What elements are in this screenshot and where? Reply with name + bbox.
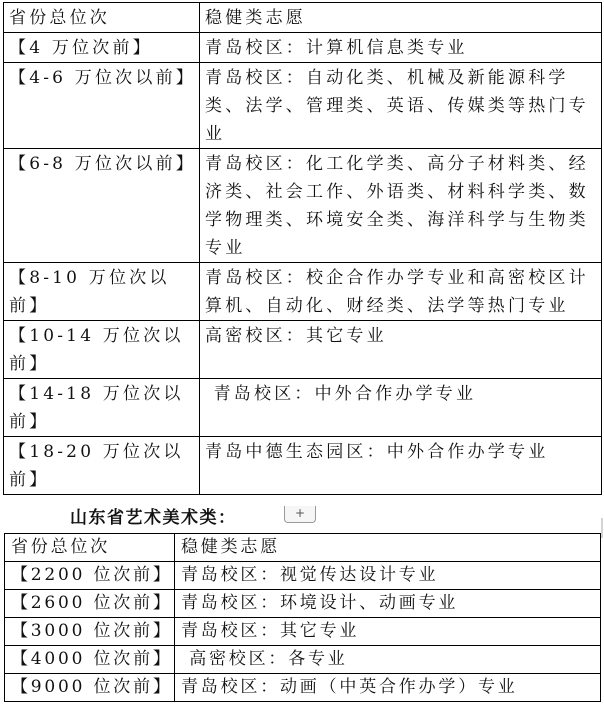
table-row — [4, 437, 602, 495]
art-section-title: 山东省艺术美术类： — [70, 508, 237, 528]
general-ranking-table — [3, 2, 602, 495]
rank-cell: 【4-6 万位次以前】 — [4, 63, 200, 149]
art-ranking-table — [4, 533, 601, 702]
rank-cell: 【3000 位次前】 — [5, 618, 175, 646]
choice-cell: 青岛校区：校企合作办学专业和高密校区计算机、自动化、财经类、法学等热门专业 — [200, 263, 602, 321]
rank-cell: 【2600 位次前】 — [5, 590, 175, 618]
table-header-row — [5, 534, 601, 562]
rank-cell: 【4 万位次前】 — [4, 33, 200, 63]
header-rank: 省份总位次 — [5, 534, 175, 562]
table-row — [4, 63, 602, 149]
rank-cell: 【14-18 万位次以前】 — [4, 379, 200, 437]
table-row — [4, 149, 602, 263]
rank-cell: 【8-10 万位次以前】 — [4, 263, 200, 321]
choice-cell: 青岛校区：其它专业 — [175, 618, 601, 646]
choice-cell: 青岛校区：计算机信息类专业 — [200, 33, 602, 63]
table-row — [5, 590, 601, 618]
rank-cell: 【18-20 万位次以前】 — [4, 437, 200, 495]
header-rank: 省份总位次 — [4, 3, 200, 33]
rank-cell: 【4000 位次前】 — [5, 646, 175, 674]
table-row — [5, 646, 601, 674]
table-row — [5, 562, 601, 590]
choice-cell: 高密校区：各专业 — [175, 646, 601, 674]
table-row — [4, 263, 602, 321]
add-row-button[interactable]: + — [284, 506, 316, 523]
rank-cell: 【10-14 万位次以前】 — [4, 321, 200, 379]
scrollbar-edge[interactable] — [601, 518, 603, 538]
choice-cell: 青岛校区：环境设计、动画专业 — [175, 590, 601, 618]
choice-cell: 青岛校区：中外合作办学专业 — [200, 379, 602, 437]
table-row — [5, 618, 601, 646]
table-row — [5, 674, 601, 702]
choice-cell: 青岛校区：视觉传达设计专业 — [175, 562, 601, 590]
choice-cell: 高密校区：其它专业 — [200, 321, 602, 379]
choice-cell: 青岛中德生态园区：中外合作办学专业 — [200, 437, 602, 495]
table-header-row — [4, 3, 602, 33]
rank-cell: 【6-8 万位次以前】 — [4, 149, 200, 263]
choice-cell: 青岛校区：自动化类、机械及新能源科学类、法学、管理类、英语、传媒类等热门专业 — [200, 63, 602, 149]
choice-cell: 青岛校区：化工化学类、高分子材料类、经济类、社会工作、外语类、材料科学类、数学物理类、环境安全类、海洋科学与生物类专业 — [200, 149, 602, 263]
table-row — [4, 379, 602, 437]
header-choice: 稳健类志愿 — [200, 3, 602, 33]
choice-cell: 青岛校区：动画（中英合作办学）专业 — [175, 674, 601, 702]
table-row — [4, 33, 602, 63]
table-row — [4, 321, 602, 379]
rank-cell: 【9000 位次前】 — [5, 674, 175, 702]
rank-cell: 【2200 位次前】 — [5, 562, 175, 590]
header-choice: 稳健类志愿 — [175, 534, 601, 562]
